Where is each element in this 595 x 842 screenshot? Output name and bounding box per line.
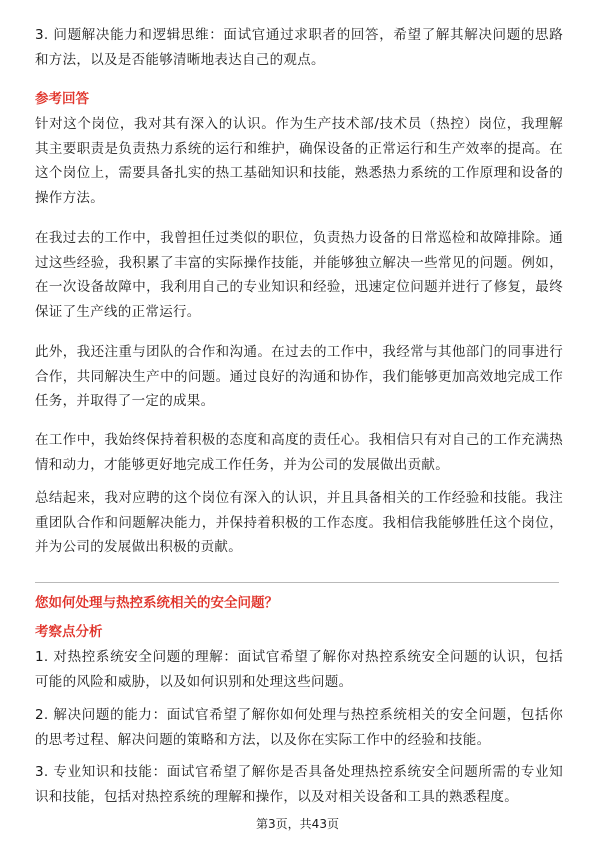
answer-paragraph-3: 此外，我还注重与团队的合作和沟通。在过去的工作中，我经常与其他部门的同事进行合作，共同解决生产中的问题。通过良好的沟通和协作，我们能够更加高效地完成工作任务，并取得了一定的成果。: [35, 344, 563, 409]
analysis-item-2: 2. 解决问题的能力：面试官希望了解你如何处理与热控系统相关的安全问题，包括你的思考过程、解决问题的策略和方法，以及你在实际工作中的经验和技能。: [35, 707, 563, 748]
answer-paragraph-4: 在工作中，我始终保持着积极的态度和高度的责任心。我相信只有对自己的工作充满热情和动力，才能够更好地完成工作任务，并为公司的发展做出贡献。: [35, 432, 563, 473]
section-divider: [35, 582, 559, 583]
answer-paragraph-1: 针对这个岗位，我对其有深入的认识。作为生产技术部/技术员（热控）岗位，我理解其主要职责是负责热力系统的运行和维护，确保设备的正常运行和生产效率的提高。在这个岗位上，需要具备扎实的热工基础知识和技能，熟悉热力系统的工作原理和设备的操作方法。: [35, 116, 563, 206]
answer-paragraph-5: 总结起来，我对应聘的这个岗位有深入的认识，并且具备相关的工作经验和技能。我注重团队合作和问题解决能力，并保持着积极的工作态度。我相信我能够胜任这个岗位，并为公司的发展做出积极的贡献。: [35, 490, 563, 555]
question-title: 您如何处理与热控系统相关的安全问题？: [35, 595, 278, 611]
answer-heading: 参考回答: [35, 91, 89, 107]
analysis-item-1: 1. 对热控系统安全问题的理解：面试官希望了解你对热控系统安全问题的认识，包括可能的风险和威胁，以及如何识别和处理这些问题。: [35, 649, 563, 690]
analysis-item-3: 3. 专业知识和技能：面试官希望了解你是否具备处理热控系统安全问题所需的专业知识和技能，包括对热控系统的理解和操作，以及对相关设备和工具的熟悉程度。: [35, 764, 563, 805]
answer-paragraph-2: 在我过去的工作中，我曾担任过类似的职位，负责热力设备的日常巡检和故障排除。通过这些经验，我积累了丰富的实际操作技能，并能够独立解决一些常见的问题。例如，在一次设备故障中，我利用自己的专业知识和经验，迅速定位问题并进行了修复，最终保证了生产线的正常运行。: [35, 230, 563, 320]
analysis-heading: 考察点分析: [35, 624, 103, 640]
intro-item-3: 3. 问题解决能力和逻辑思维：面试官通过求职者的回答，希望了解其解决问题的思路和方法，以及是否能够清晰地表达自己的观点。: [35, 27, 563, 68]
page-number-footer: 第3页，共43页: [256, 817, 339, 831]
